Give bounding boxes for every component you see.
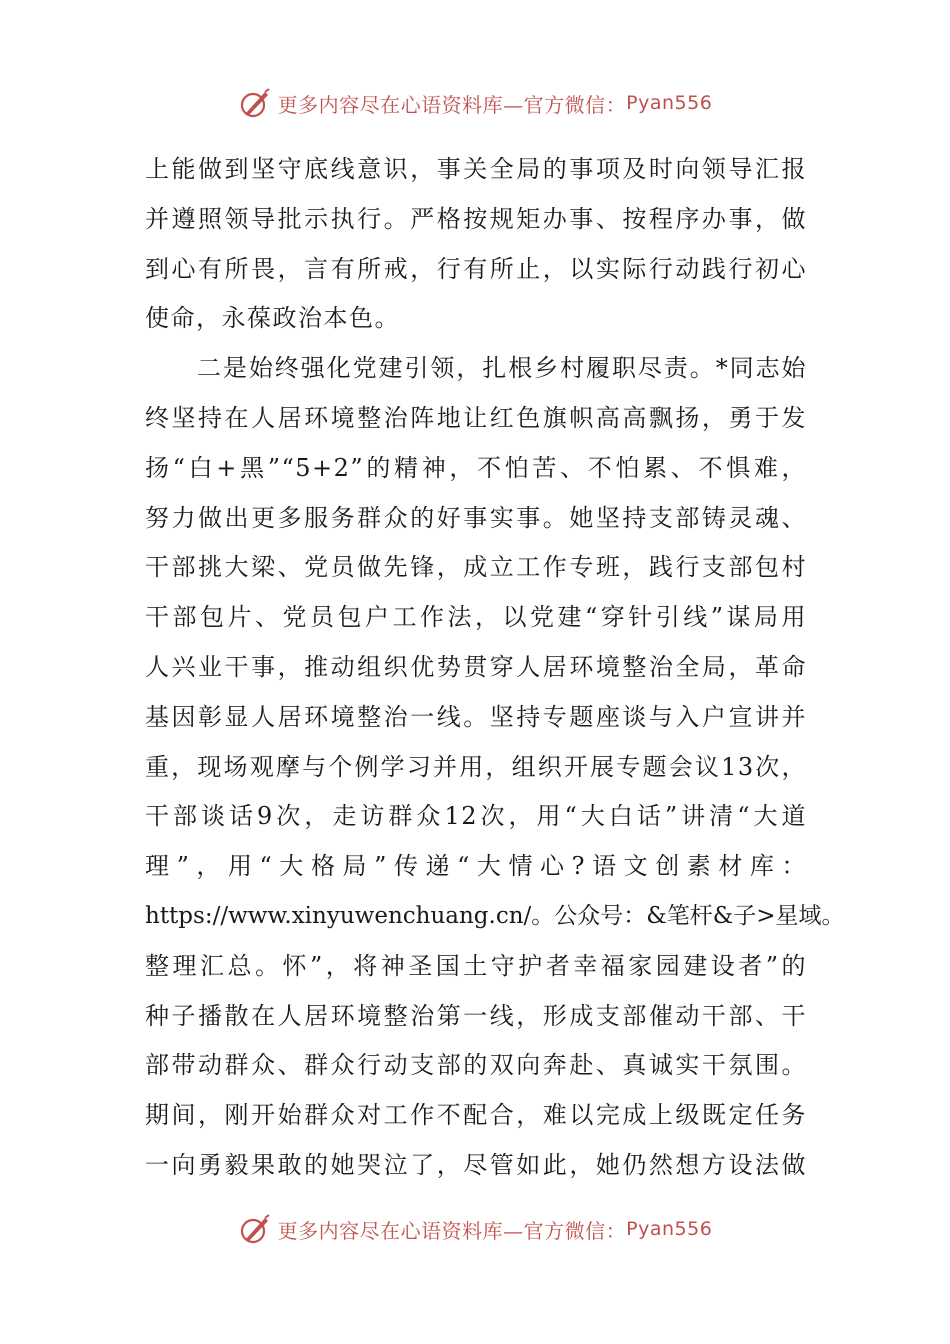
paragraph-2-line: https://www.xinyuwenchuang.cn/。公众号：&笔杆&子>星域。: [145, 902, 845, 929]
watermark-text: 更多内容尽在心语资料库—官方微信：: [277, 1218, 627, 1243]
watermark-handle: Pyan556: [626, 1218, 713, 1240]
paragraph-2-line: 种子播散在人居环境整治第一线，形成支部催动干部、干: [145, 1001, 807, 1030]
quill-pen-logo-icon: [238, 1212, 272, 1246]
paragraph-1-line: 到心有所畏，言有所戒，行有所止，以实际行动践行初心: [145, 254, 807, 283]
paragraph-1-line: 上能做到坚守底线意识，事关全局的事项及时向领导汇报: [145, 155, 807, 183]
paragraph-2-line: 干部谈话9次，走访群众12次，用“大白话”讲清“大道: [145, 802, 807, 831]
paragraph-2-line: 扬“白+黑”“5+2”的精神，不怕苦、不怕累、不惧难，: [145, 453, 807, 482]
paragraph-2-line: 终坚持在人居环境整治阵地让红色旗帜高高飘扬，勇于发: [145, 403, 807, 432]
paragraph-1-line: 并遵照领导批示执行。严格按规矩办事、按程序办事，做: [145, 204, 807, 233]
document-body: [145, 145, 845, 1191]
paragraph-2-line: 二是始终强化党建引领，扎根乡村履职尽责。*同志始: [197, 354, 807, 383]
paragraph-2-line: 期间，刚开始群众对工作不配合，难以完成上级既定任务: [145, 1101, 807, 1130]
paragraph-1-line: 使命，永葆政治本色。: [145, 304, 400, 333]
paragraph-2-line: 努力做出更多服务群众的好事实事。她坚持支部铸灵魂、: [145, 503, 807, 532]
paragraph-2-line: 干部挑大梁、党员做先锋，成立工作专班，践行支部包村: [145, 553, 807, 582]
header-watermark: [0, 83, 950, 123]
watermark-text: 更多内容尽在心语资料库—官方微信：: [277, 92, 627, 117]
paragraph-2-line: 基因彰显人居环境整治一线。坚持专题座谈与入户宣讲并: [145, 702, 807, 731]
watermark-handle: Pyan556: [626, 92, 713, 114]
paragraph-2-line: 部带动群众、群众行动支部的双向奔赴、真诚实干氛围。: [145, 1051, 807, 1080]
paragraph-2-line: 人兴业干事，推动组织优势贯穿人居环境整治全局，革命: [145, 652, 807, 681]
paragraph-2-line: 重，现场观摩与个例学习并用，组织开展专题会议13次，: [145, 752, 807, 781]
quill-pen-logo-icon: [238, 86, 272, 120]
footer-watermark: [0, 1209, 950, 1249]
paragraph-2-line: 干部包片、党员包户工作法，以党建“穿针引线”谋局用: [145, 603, 807, 632]
paragraph-2-line: 理”，用“大格局”传递“大情心?语文创素材库：: [145, 852, 807, 881]
paragraph-2-line: 整理汇总。怀”，将神圣国土守护者幸福家园建设者”的: [145, 951, 807, 980]
paragraph-2-line: 一向勇毅果敢的她哭泣了，尽管如此，她仍然想方设法做: [145, 1150, 807, 1179]
